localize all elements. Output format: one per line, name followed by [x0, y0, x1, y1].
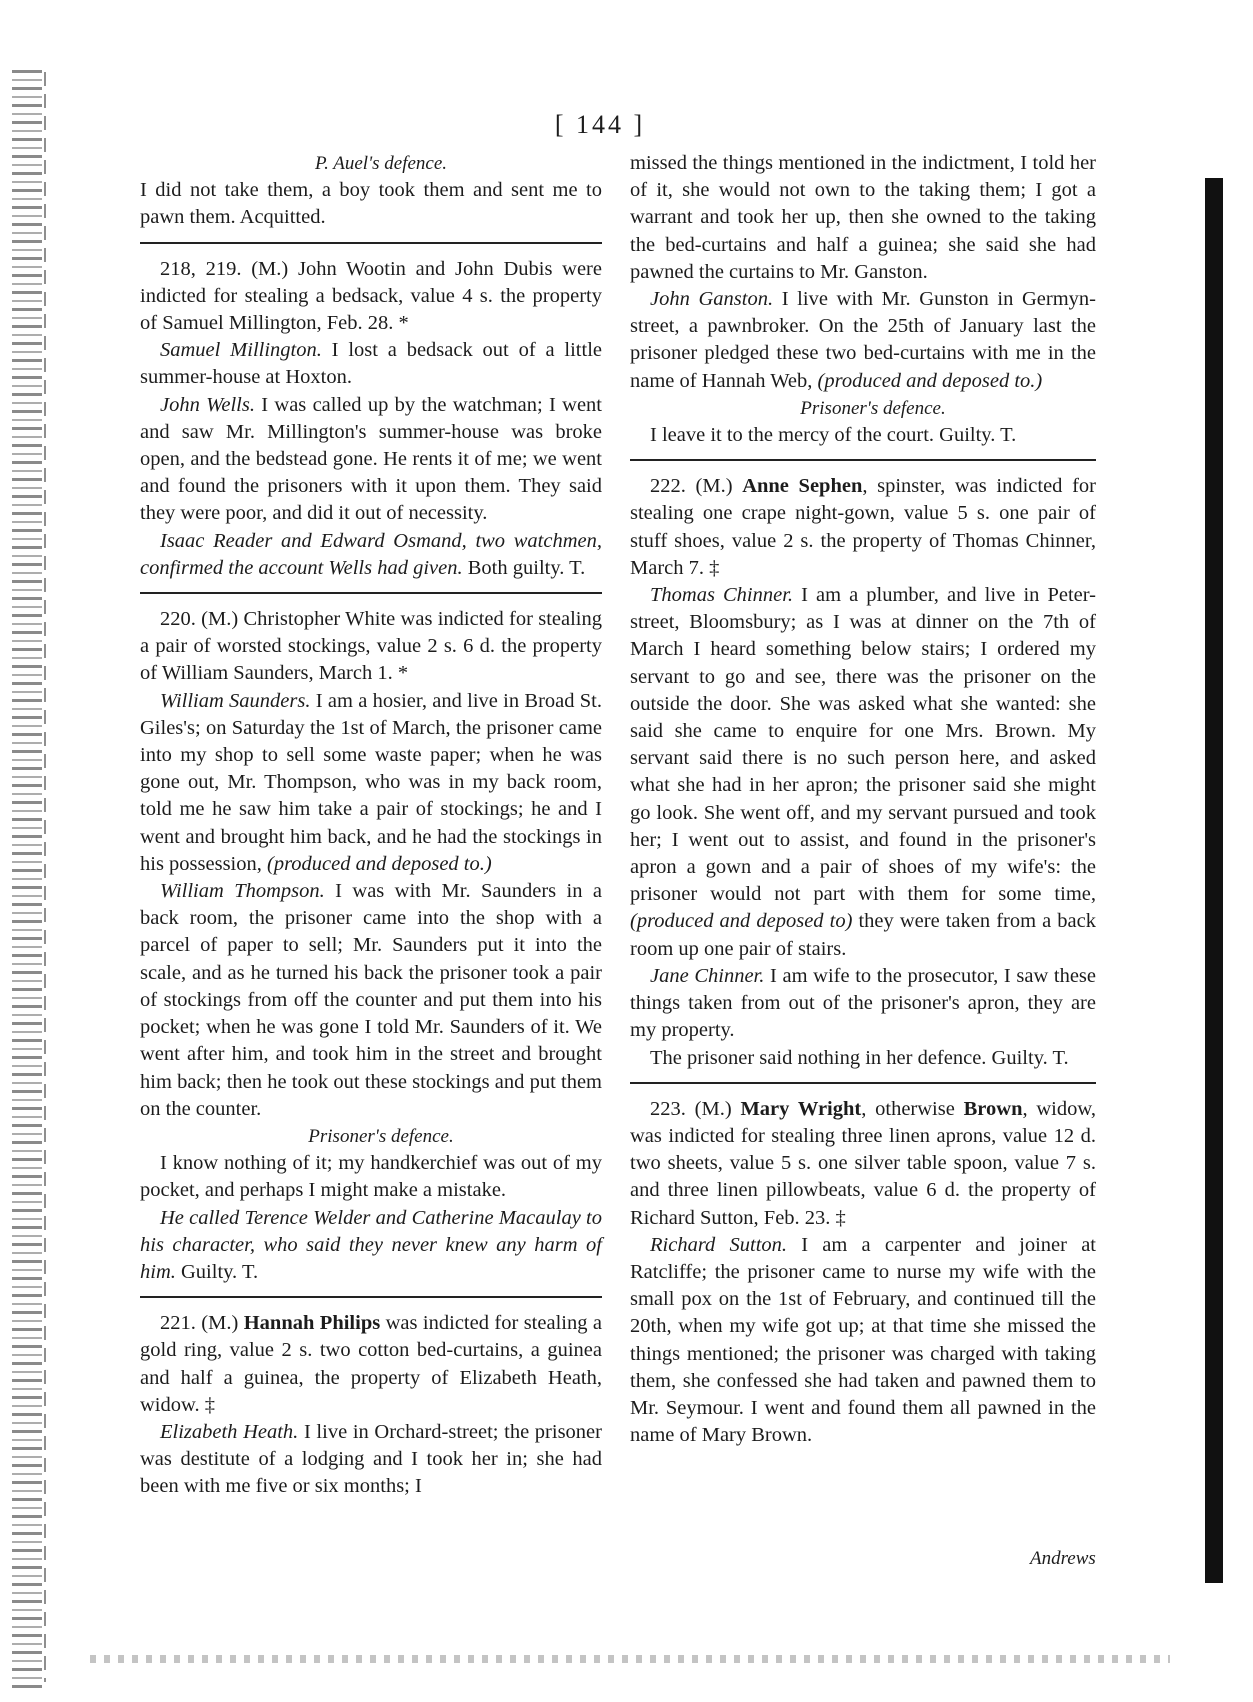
testimony-text: they were taken from a back room up one pair of stairs.: [630, 910, 1096, 960]
defendant-name: Mary Wright: [740, 1097, 862, 1120]
witness-name: William Thompson.: [160, 880, 325, 903]
book-spine-edge: [12, 70, 42, 1690]
testimony-paragraph: [630, 963, 1096, 1045]
charge-text: , otherwise: [861, 1097, 964, 1120]
witness-name: John Ganston.: [650, 288, 774, 311]
case-separator: [630, 459, 1096, 461]
page-number: [ 144 ]: [554, 110, 646, 139]
verdict: Guilty. T.: [175, 1260, 259, 1283]
testimony-text: I am wife to the prosecutor, I saw these things taken from out of the prisoner's apron, they are my property.: [630, 964, 1097, 1042]
catchword: Andrews: [1030, 1548, 1096, 1569]
charge-text: , widow, was indicted for stealing three linen aprons, value 12 d. two sheets, value 5 s. one silver table spoon, value 7 s. and three linen pillowbeats, value 6 d. the property of Richard Sutton, Feb. 23. ‡: [630, 1097, 1096, 1229]
testimony-text: I am a carpenter and joiner at Ratcliffe; the prisoner came to nurse my wife with the small pox on the 1st of February, and continued till the 20th, when my wife got up; at that time she missed the things mentioned; the prisoner was charged with taking them, she confessed she had taken and pawned them to Mr. Seymour. I went and found them all pawned in the name of Mary Brown.: [630, 1233, 1096, 1447]
witness-name: William Saunders.: [160, 689, 311, 712]
defence-text: I did not take them, a boy took them and sent me to pawn them. Acquitted.: [140, 179, 602, 229]
testimony-paragraph: [630, 286, 1096, 395]
case-number: 223. (M.): [650, 1097, 741, 1120]
witness-name: Richard Sutton.: [650, 1233, 788, 1256]
case-222-header: [630, 473, 1096, 582]
confirmation-note: Isaac Reader and Edward Osmand, two watchmen, confirmed the account Wells had given.: [140, 529, 602, 579]
witness-name: John Wells.: [160, 393, 255, 416]
testimony-paragraph: [140, 1205, 602, 1287]
left-column: [140, 150, 602, 1501]
testimony-paragraph: [140, 688, 602, 878]
verdict: Both guilty. T.: [462, 556, 586, 579]
witness-name: Elizabeth Heath.: [160, 1420, 299, 1443]
case-separator: [140, 592, 602, 594]
testimony-text: I lost a bedsack out of a little summer-house at Hoxton.: [140, 339, 602, 389]
defendant-name: Hannah Philips: [243, 1312, 381, 1335]
case-218-header: 218, 219. (M.) John Wootin and John Dubis were indicted for stealing a bedsack, value 4 s. the property of Samuel Millington, Feb. 28. *: [140, 257, 602, 335]
testimony-text: I am a plumber, and live in Peter-street, Bloomsbury; as I was at dinner on the 7th of March I heard something below stairs; I ordered my servant to go and see, there was the prisoner on the outside the door. She was asked what she wanted: she said she came to enquire for one Mrs. Brown. My servant said there is no such person here, and asked what she had in her apron; the prisoner said she might go look. She went off, and my servant pursued and took her; I went out to assist, and found in the prisoner's apron a gown and a pair of shoes of my wife's: the prisoner would not part with them for some time,: [630, 584, 1097, 906]
testimony-paragraph: [140, 878, 602, 1123]
case-separator: [140, 1296, 602, 1298]
charge-text: , spinster, was indicted for stealing one crape night-gown, value 5 s. one pair of stuff shoes, value 2 s. the property of Thomas Chinner, March 7. ‡: [630, 475, 1096, 579]
right-column: [630, 150, 1096, 1449]
defence-text: I know nothing of it; my handkerchief was out of my pocket, and perhaps I might make a mistake.: [140, 1152, 602, 1202]
testimony-paragraph: [140, 337, 602, 391]
case-number: 221. (M.): [160, 1312, 244, 1335]
case-separator: [140, 242, 602, 244]
testimony-paragraph: [630, 1232, 1096, 1450]
charge-text: was indicted for stealing a gold ring, value 2 s. two cotton bed-curtains, a guinea and half a guinea, the property of Elizabeth Heath, widow. ‡: [140, 1312, 602, 1416]
verdict-paragraph: The prisoner said nothing in her defence. Guilty. T.: [650, 1046, 1069, 1069]
scan-noise: [90, 1655, 1170, 1663]
evidence-note: (produced and deposed to.): [817, 369, 1043, 392]
defence-text: I leave it to the mercy of the court. Guilty. T.: [650, 424, 1017, 447]
defence-heading: Prisoner's defence.: [308, 1125, 454, 1147]
evidence-note: (produced and deposed to): [630, 910, 853, 933]
defence-heading: Prisoner's defence.: [800, 397, 946, 419]
testimony-text: I was called up by the watchman; I went and saw Mr. Millington's summer-house was broke open, and the bedstead gone. He rents it of me; we went and found the prisoners with it upon them. They said they were poor, and did it out of necessity.: [140, 393, 602, 525]
testimony-paragraph: [630, 582, 1096, 963]
defendant-alias: Brown: [963, 1097, 1023, 1120]
testimony-continued: missed the things mentioned in the indictment, I told her of it, she would not own to the taking them; I got a warrant and took her up, then she owned to the taking the bed-curtains and half a guinea; she said she had pawned the curtains to Mr. Ganston.: [630, 152, 1096, 283]
testimony-paragraph: [140, 528, 602, 582]
evidence-note: (produced and deposed to.): [261, 852, 492, 875]
case-223-header: [630, 1096, 1096, 1232]
testimony-text: I live in Orchard-street; the prisoner was destitute of a lodging and I took her in; she had been with me five or six months; I: [140, 1420, 602, 1498]
case-separator: [630, 1082, 1096, 1084]
gutter-line: [44, 72, 46, 1682]
witness-name: Jane Chinner.: [650, 964, 765, 987]
testimony-paragraph: [140, 1419, 602, 1501]
testimony-paragraph: [140, 392, 602, 528]
page-edge-shadow: [1205, 178, 1223, 1583]
witness-name: Samuel Millington.: [160, 339, 322, 362]
witness-name: Thomas Chinner.: [650, 584, 794, 607]
testimony-text: I was with Mr. Saunders in a back room, the prisoner came into the shop with a parcel of paper to sell; Mr. Saunders put it into the scale, and as he turned his back the prisoner took a pair of stockings from off the counter and put them into his pocket; when he was gone I told Mr. Saunders of it. We went after him, and took him in the street and brought him back; then he took out these stockings and put them on the counter.: [140, 880, 602, 1120]
defence-heading: P. Auel's defence.: [314, 153, 448, 174]
case-220-header: 220. (M.) Christopher White was indicted for stealing a pair of worsted stockings, value 2 s. 6 d. the property of William Saunders, March 1. *: [140, 608, 602, 685]
testimony-text: I live with Mr. Gunston in Germyn-street, a pawnbroker. On the 25th of January last the prisoner pledged these two bed-curtains with me in the name of Hannah Web,: [630, 288, 1096, 392]
case-number: 222. (M.): [650, 475, 743, 498]
defendant-name: Anne Sephen: [742, 475, 863, 498]
testimony-text: I am a hosier, and live in Broad St. Giles's; on Saturday the 1st of March, the prisoner came into my shop to sell some waste paper; when he was gone out, Mr. Thompson, who was in my back room, told me he saw him take a pair of stockings; he and I went and brought him back, and he had the stockings in his possession,: [140, 689, 602, 875]
case-221-header: [140, 1310, 602, 1419]
character-witnesses: He called Terence Welder and Catherine Macaulay to his character, who said they never knew any harm of him.: [140, 1206, 602, 1283]
